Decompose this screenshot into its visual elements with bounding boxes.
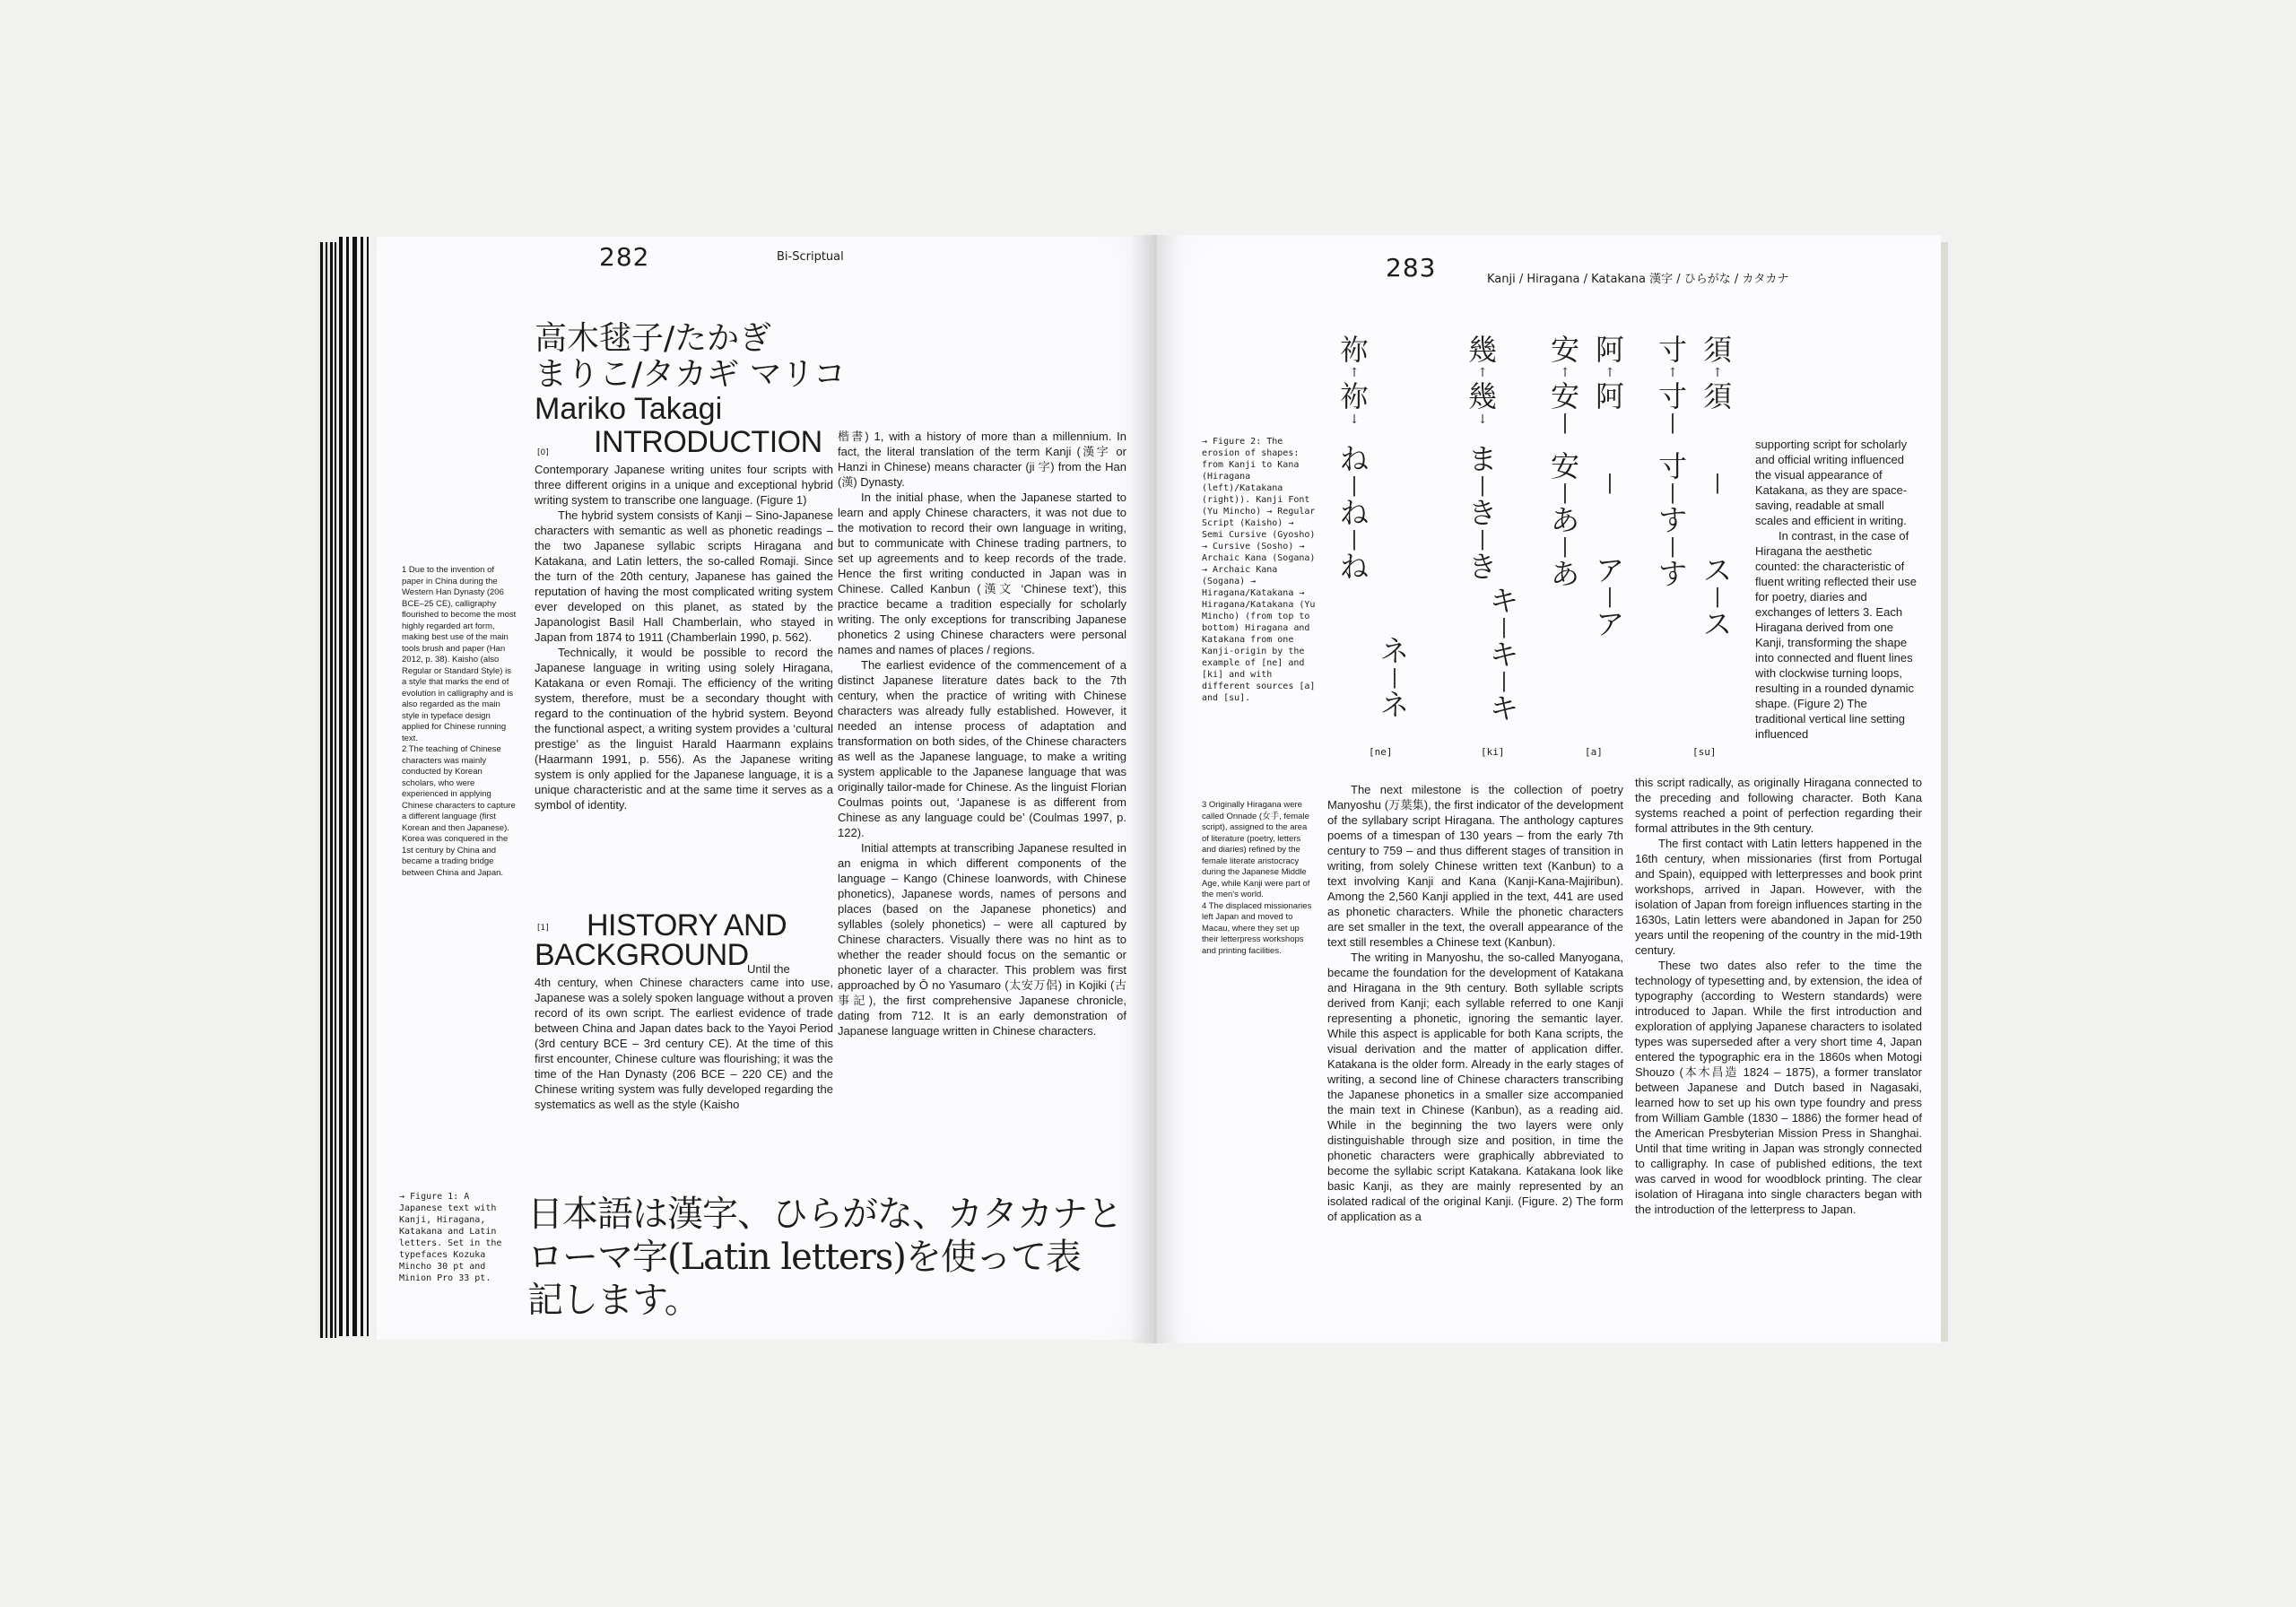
figure-2-column-su: 寸 ↑ 寸 | 寸 | す | す [1657, 333, 1687, 591]
history-heading-line-2: BACKGROUND [535, 938, 749, 972]
introduction-text: Contemporary Japanese writing unites four scripts with three different origins in a unique and exceptional hybrid writing system to transcribe one language. (Figure 1) The hybrid system consists of Kanji – Sino-Japanese characters with semantic as well as phonetic readings – the two Japanese syllabic scripts Hiragana and Katakana, and Latin letters, the so-called Romaji. Since the turn of the 20th century, Japanese has gained the reputation of having the most complicated writing system ever developed on this planet, as stated by the Japanologist Basil Hall Chamberlain, who stayed in Japan from 1874 to 1911 (Chamberlain 1990, p. 562). Technically, it would be possible to record the Japanese language in writing using solely Hiragana, Katakana or even Romaji. The efficiency of the writing system, therefore, must be a secondary thought with regard to the continuation of the hybrid system. Beyond the functional aspect, a writing system provides a ‘cultural prestige’ as the linguist Harald Haarmann explains (Haarmann 1991, p. 556). As the Japanese writing system is only applied for the Japanese language, it is a unique characteristic and at the same time it serves as a symbol of identity. [535, 463, 833, 812]
book-spine [1130, 235, 1180, 1343]
figure-2-column-ki-katakana: キ | キ | キ [1489, 584, 1518, 725]
figure-1-text-line-1: 日本語は漢字、ひらがな、カタカナと [527, 1194, 1122, 1235]
figure-2-column-a: 安 ↑ 安 | 安 | あ | あ [1550, 333, 1579, 591]
running-head: Bi-Scriptual [777, 250, 844, 264]
introduction-heading: INTRODUCTION [594, 425, 822, 459]
figure-2-column-su-katakana: 須 ↑ 須 | ス | ス [1702, 333, 1732, 641]
section-marker-0: [0] [537, 448, 549, 457]
figure-1-text-line-2: ローマ字(Latin letters)を使って表 [527, 1237, 1081, 1278]
page-number: 282 [599, 242, 650, 272]
figure-2-caption: → Figure 2: The erosion of shapes: from Kanji to Kana (Hiragana (left)/Katakana (right)). Kanji Font (Yu Mincho) → Regular Script (Kaisho) → Semi Cursive (Gyosho) → Cursive (Sosho) → Archaic Kana (Sogana) → Archaic Kana (Sogana) → Hiragana/Katakana → Hiragana/Katakana (Yu Mincho) (from top to bottom) Hiragana and Katakana from one Kanji-origin by the example of [ne] and [ki] and with different sources [a] and [su]. [1202, 437, 1316, 703]
figure-2-label-a: [a] [1585, 746, 1603, 758]
title-japanese-line-1: 高木毬子/たかぎ [535, 320, 772, 357]
figure-1-caption: → Figure 1: A Japanese text with Kanji, Hiragana, Katakana and Latin letters. Set in the typefaces Kozuka Mincho 30 pt and Minion Pro 33 pt. [399, 1192, 502, 1283]
page-block-edge [318, 242, 338, 1338]
right-column-top-text: supporting script for scholarly and official writing influenced the visual appearance of Katakana, as they are space-saving, readable at small scales and efficient in writing. In contrast, in the case of Hiragana the aesthetic counted: the characteristic of fluent writing reflected their use for poetry, diaries and exchanges of letters 3. Each Hiragana derived from one Kanji, transforming the shape into connected and fluent lines with clockwise turning loops, resulting in a rounded dynamic shape. (Figure 2) The traditional vertical line setting influenced [1755, 438, 1917, 741]
figure-2-label-ki: [ki] [1481, 746, 1505, 758]
figure-2-column-a-katakana: 阿 ↑ 阿 | ア | ア [1595, 333, 1624, 641]
page-stack-stripes [337, 237, 377, 1336]
page-number: 283 [1386, 253, 1437, 282]
figure-1-text-line-3: 記します。 [527, 1280, 700, 1321]
figure-2-label-su: [su] [1692, 746, 1717, 758]
figure-2-label-ne: [ne] [1369, 746, 1393, 758]
author-name: Mariko Takagi [535, 392, 723, 426]
figure-2-column-ki: 幾 ↑ 幾 ↓ ま | き | き [1467, 333, 1497, 584]
section-marker-1: [1] [537, 924, 549, 933]
figure-2-column-ne-katakana: ネ | ネ [1379, 634, 1409, 722]
right-main-column: The next milestone is the collection of poetry Manyoshu (万葉集), the first indicator of the development of the syllabary script Hiragana. The anthology captures poems of a timespan of 130 years – from the early 7th century to 759 – and thus different stages of transition in writing, from solely Chinese written text (Kanbun) to a text involving Kanji and Kana (Kanji-Kana-Majiribun). Among the 2,560 Kanji applied in the text, 441 are used as phonetic characters. While the phonetic characters are set smaller in the text, the overall appearance of the text still resembles a Chinese text (Kanbun). The writing in Manyoshu, the so-called Manyogana, became the foundation for the development of Katakana and Hiragana in the 9th century. Both syllable scripts derived from Kanji; each syllable referred to one Kanji representing a phonetic, ignoring the semantic layer. While this aspect is applicable for both Kana scripts, the visual derivation and the matter of application differ. Katakana is the older form. Already in the early stages of writing, a second line of Chinese characters transcribing the Japanese phonetics in a smaller size accompanied the main text in Chinese (Kanbun), as a reading aid. While in the beginning the two layers were only distinguishable through size and position, in time the phonetic characters were graphically abbreviated to become the syllabic script Katakana. Katakana look like basic Kanji, as they are mainly represented by an isolated radical of the original Kanji. (Figure. 2) The form of application as a [1327, 783, 1623, 1223]
running-head: Kanji / Hiragana / Katakana 漢字 / ひらがな / カタカナ [1487, 273, 1789, 286]
right-last-column: this script radically, as originally Hiragana connected to the preceding and following character. Both Kana systems reached a point of perfection regarding their formal attributes in the 9th century. The first contact with Latin letters happened in the 16th century, when missionaries (first from Portugal and Spain), equipped with letterpresses and book print workshops, arrived in Japan. However, with the isolation of Japan from foreign influences starting in the 1630s, Latin letters were abandoned in Japan for 250 years until the reopening of the country in the mid-19th century. These two dates also refer to the time the technology of typesetting and, by extension, the idea of typography (according to Western standards) were introduced to Japan. While the first introduction and exploration of applying Japanese characters to isolated types was superseded after a very short time 4, Japan entered the typographic era in the 1860s when Motogi Shouzo (本木昌造 1824 – 1875), a former translator between Japanese and Dutch based in Nagasaki, learned how to set up his own type foundry and press from William Gamble (1830 – 1886) the former head of the American Presbyterian Mission Press in Shanghai. Until that time writing in Japan was strongly connected to calligraphy. In case of published editions, the text was carved in wood for woodblock printing. The clear isolation of Hiragana into single characters began with the introduction of the letterpress to Japan. [1635, 776, 1922, 1216]
left-column-2-text: 楷書) 1, with a history of more than a millennium. In fact, the literal translation of the term Kanji (漢字 or Hanzi in Chinese) means character (ji 字) from the Han (漢) Dynasty. In the initial phase, when the Japanese started to learn and apply Chinese characters, it was not due to the motivation to record their own language in writing, but to communicate with Chinese trading partners, to set up agreements and to keep records of the trade. Hence the first writing conducted in Japan was in Chinese. Called Kanbun (漢文 ‘Chinese text’), this practice became a tradition especially for scholarly writing. The only exceptions for transcribing Japanese phonetics 2 using Chinese characters were personal names and names of places / regions. The earliest evidence of the commencement of a distinct Japanese literature dates back to the 7th century, when the practice of writing with Chinese characters was already fully established. However, it needed an intense process of adaptation and transformation on both sides, of the Chinese characters as well as the Japanese language, to make a writing system applicable to the Japanese language that was originally tailor-made for Chinese. As the linguist Florian Coulmas points out, ‘Japanese is as different from Chinese as any language could be’ (Coulmas 1997, p. 122). Initial attempts at transcribing Japanese resulted in an enigma in which different components of the language – Kango (Chinese loanwords, with Chinese phonetics), Japanese words, names of persons and places (based on the Japanese phonetics) and syllables (solely phonetics) – were all captured by Chinese characters. Visually there was no hint as to whether the reader should focus on the semantic or phonetic layer of a character. This problem was first approached by Ō no Yasumaro (太安万侶) in Kojiki (古事記), the first comprehensive Japanese chronicle, dating from 712. It is an early demonstration of Japanese language written in Chinese characters. [838, 430, 1126, 1038]
history-heading-line-1: HISTORY AND [587, 908, 787, 942]
left-footnotes: 1 Due to the invention of paper in China during the Western Han Dynasty (206 BCE–25 CE), calligraphy flourished to become the most highly regarded art form, making best use of the main tools brush and paper (Han 2012, p. 38). Kaisho (also Regular or Standard Style) is a style that marks the end of evolution in calligraphy and is also regarded as the main style in typeface design applied for Chinese running text. 2 The teaching of Chinese characters was mainly conducted by Korean scholars, who were experienced in applying Chinese characters to capture a different language (first Korean and then Japanese). Korea was conquered in the 1st century by China and became a trading bridge between China and Japan. [402, 565, 517, 878]
right-footnotes: 3 Originally Hiragana were called Onnade (女手, female script), assigned to the area of literature (poetry, letters and diaries) refined by the female literate aristocracy during the Japanese Middle Age, while Kanji were part of the men's world. 4 The displaced missionaries left Japan and moved to Macau, where they set up their letterpress workshops and printing facilities. [1202, 800, 1312, 956]
figure-2-column-ne: 祢 ↑ 祢 ↓ ね | ね | ね [1339, 333, 1369, 584]
right-page-edge [1941, 242, 1948, 1342]
title-japanese-line-2: まりこ/タカギ マリコ [535, 356, 846, 393]
history-text: 4th century, when Chinese characters came into use, Japanese was a solely spoken language without a proven record of its own script. The earliest evidence of trade between China and Japan dates back to the Yayoi Period (3rd century BCE – 3rd century CE). At the time of this first encounter, Chinese culture was flourishing; it was the time of the Han Dynasty (206 BCE – 220 CE) and the Chinese writing system was fully developed regarding the systematics as well as the style (Kaisho [535, 976, 833, 1111]
history-inline-text: Until the [747, 962, 790, 976]
